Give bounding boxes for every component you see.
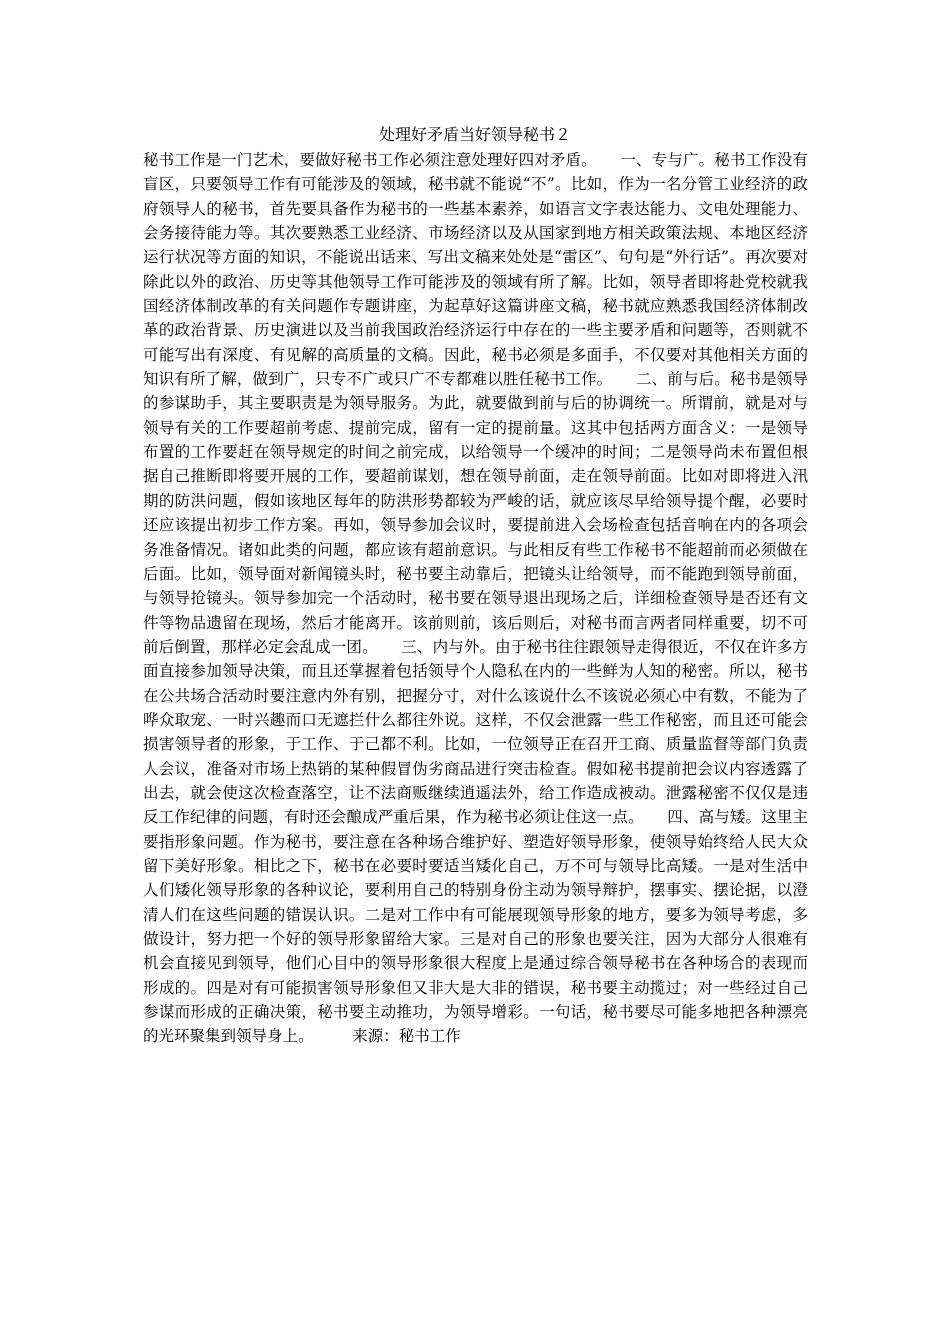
document-body: [143, 148, 808, 1049]
body-paragraph: 秘书工作是一门艺术，要做好秘书工作必须注意处理好四对矛盾。 一、专与广。秘书工作没有盲区，只要领导工作有可能涉及的领域，秘书就不能说“不”。比如，作为一名分管工业经济的政府领导人的秘书，首先要具备作为秘书的一些基本素养，如语言文字表达能力、文电处理能力、会务接待能力等。其次要熟悉工业经济、市场经济以及从国家到地方相关政策法规、本地区经济运行状况等方面的知识，不能说出话来、写出文稿来处处是“雷区”、句句是“外行话”。再次要对除此以外的政治、历史等其他领导工作可能涉及的领域有所了解。比如，领导者即将赴党校就我国经济体制改革的有关问题作专题讲座，为起草好这篇讲座文稿，秘书就应熟悉我国经济体制改革的政治背景、历史演进以及当前我国政治经济运行中存在的一些主要矛盾和问题等，否则就不可能写出有深度、有见解的高质量的文稿。因此，秘书必须是多面手，不仅要对其他相关方面的知识有所了解，做到广，只专不广或只广不专都难以胜任秘书工作。 二、前与后。秘书是领导的参谋助手，其主要职责是为领导服务。为此，就要做到前与后的协调统一。所谓前，就是对与领导有关的工作要超前考虑、提前完成，留有一定的提前量。这其中包括两方面含义：一是领导布置的工作要赶在领导规定的时间之前完成，以给领导一个缓冲的时间；二是领导尚未布置但根据自己推断即将要开展的工作，要超前谋划，想在领导前面，走在领导前面。比如对即将进入汛期的防洪问题，假如该地区每年的防洪形势都较为严峻的话，就应该尽早给领导提个醒，必要时还应该提出初步工作方案。再如，领导参加会议时，要提前进入会场检查包括音响在内的各项会务准备情况。诸如此类的问题，都应该有超前意识。与此相反有些工作秘书不能超前而必须做在后面。比如，领导面对新闻镜头时，秘书要主动靠后，把镜头让给领导，而不能跑到领导前面，与领导抢镜头。领导参加完一个活动时，秘书要在领导退出现场之后，详细检查领导是否还有文件等物品遗留在现场，然后才能离开。该前则前，该后则后，对秘书而言两者同样重要，切不可前后倒置，那样必定会乱成一团。 三、内与外。由于秘书往往跟领导走得很近，不仅在许多方面直接参加领导决策，而且还掌握着包括领导个人隐私在内的一些鲜为人知的秘密。所以，秘书在公共场合活动时要注意内外有别，把握分寸，对什么该说什么不该说必须心中有数，不能为了哗众取宠、一时兴趣而口无遮拦什么都往外说。这样，不仅会泄露一些工作秘密，而且还可能会损害领导者的形象，于工作、于己都不利。比如，一位领导正在召开工商、质量监督等部门负责人会议，准备对市场上热销的某种假冒伪劣商品进行突击检查。假如秘书提前把会议内容透露了出去，就会使这次检查落空，让不法商贩继续逍遥法外，给工作造成被动。泄露秘密不仅仅是违反工作纪律的问题，有时还会酿成严重后果，作为秘书必须让住这一点。 四、高与矮。这里主要指形象问题。作为秘书，要注意在各种场合维护好、塑造好领导形象，使领导始终给人民大众留下美好形象。相比之下，秘书在必要时要适当矮化自己，万不可与领导比高矮。一是对生活中人们矮化领导形象的各种议论，要利用自己的特别身份主动为领导辩护，摆事实、摆论据，以澄清人们在这些问题的错误认识。二是对工作中有可能展现领导形象的地方，要多为领导考虑，多做设计，努力把一个好的领导形象留给大家。三是对自己的形象也要关注，因为大部分人很难有机会直接见到领导，他们心目中的领导形象很大程度上是通过综合领导秘书在各种场合的表现而形成的。四是对有可能损害领导形象但又非大是大非的错误，秘书要主动揽过；对一些经过自己参谋而形成的正确决策，秘书要主动推功，为领导增彩。一句话，秘书要尽可能多地把各种漂亮的光环聚集到领导身上。 来源：秘书工作: [143, 151, 808, 1046]
document-title: 处理好矛盾当好领导秘书２: [378, 125, 571, 144]
